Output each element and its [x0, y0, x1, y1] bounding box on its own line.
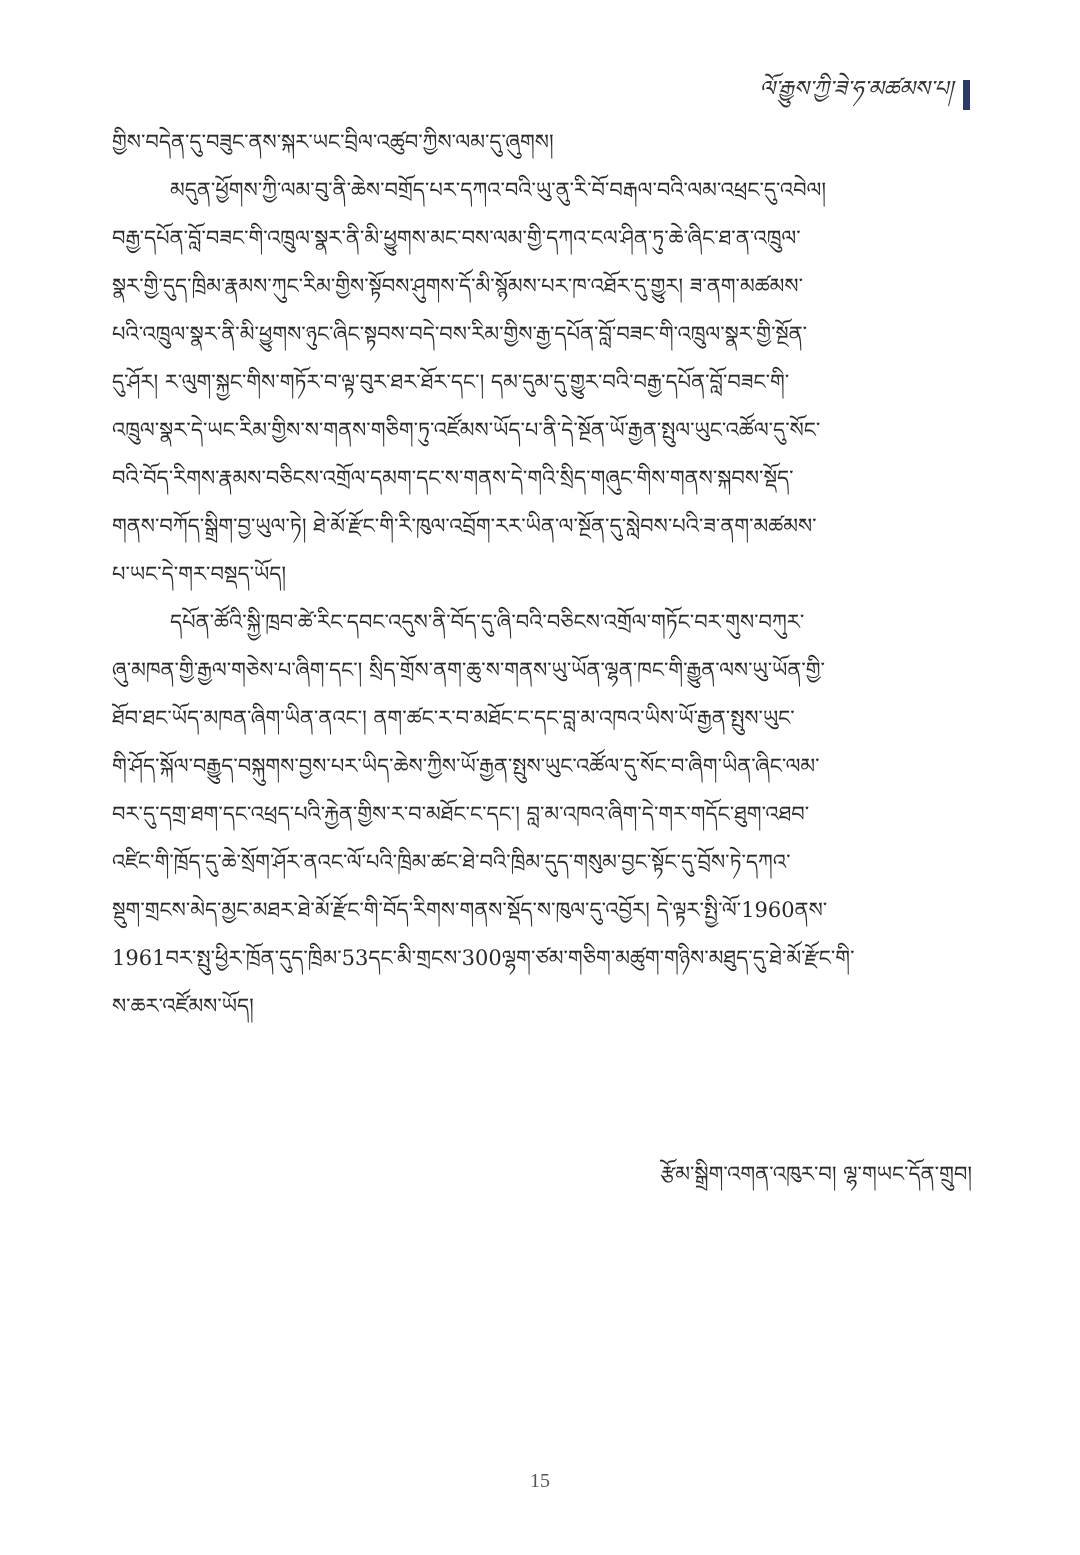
- paragraph-1-line-3: སྣར་གྱི་དུད་ཁྲིམ་རྣམས་ཀུང་རིམ་གྱིས་སྟོབས་ཤུགས་དོ་མི་སྙོམས་པར་ཁ་འཐོར་དུ་གྱུར། ཟ་ནག་མཚམས་: [112, 274, 803, 298]
- paragraph-2-line-2: ཞུ་མཁན་གྱི་རྒྱལ་གཅེས་པ་ཞིག་དང་། སྲིད་གྲོས་ནག་ཆུ་ས་གནས་ཡུ་ཡོན་ལྷན་ཁང་གི་རྒྱུན་ལས་ཡུ་ཡོན་གྱི་: [112, 658, 825, 682]
- paragraph-2-line-3: ཐོབ་ཐང་ཡོད་མཁན་ཞིག་ཡིན་ནའང་། ནག་ཚང་ར་བ་མཐོང་ང་དང་བླ་མ་འཁའ་ཡིས་ཡོ་རྒྱན་སྤུས་ཡུང་: [112, 706, 795, 730]
- running-header: [759, 76, 970, 114]
- paragraph-2-line-8: 1961བར་སྤུ་ཕྱིར་ཁྲོན་དུད་ཁྲིམ་53དང་མི་གྲངས་300ལྷག་ཙམ་གཅིག་མཚུག་གཉིས་མཐུད་དུ་ཐེ་མོ་རྫོང་གི་: [112, 946, 855, 970]
- paragraph-2-line-5: བར་དུ་དགྲ་ཐག་དང་འཕྲད་པའི་རྐྱེན་གྱིས་ར་བ་མཐོང་ང་དང་། བླ་མ་འཁའ་ཞིག་དེ་གར་གདོང་ཐུག་འཐབ་: [112, 802, 810, 826]
- page-number: 15: [530, 1470, 550, 1492]
- paragraph-1-line-9: པ་ཡང་དེ་གར་བསྡད་ཡོད།: [112, 562, 287, 586]
- paragraph-1-line-4: པའི་འཁྲུལ་སྣར་ནི་མི་ཕྱུགས་ཉུང་ཞིང་སྟབས་བདེ་བས་རིམ་གྱིས་རྒྱ་དཔོན་བློ་བཟང་གི་འཁྲུལ་སྣར་གྱི་སྔོན་: [112, 322, 808, 346]
- paragraph-1-line-6: འཁྲུལ་སྣར་དེ་ཡང་རིམ་གྱིས་ས་གནས་གཅིག་ཏུ་འཛོམས་ཡོད་པ་ནི་དེ་སྔོན་ཡོ་རྒྱན་སྤུལ་ཡུང་འཚོལ་དུ་སོང་: [112, 418, 821, 442]
- text-line-1: གྱིས་བདེན་དུ་བཟུང་ནས་སྐར་ཡང་བྲིལ་འཚུབ་ཀྱིས་ལམ་དུ་ཞུགས།: [112, 130, 554, 154]
- editor-signature: རྩོམ་སྒྲིག་འགན་འཁུར་བ། ལྷ་གཡང་དོན་གྲུབ།: [660, 1162, 972, 1186]
- paragraph-2-line-4: གི་ཤོད་སྐོལ་བརྒྱུད་བསྐུགས་བྱས་པར་ཡིད་ཆེས་ཀྱིས་ཡོ་རྒྱན་སྤུས་ཡུང་འཚོལ་དུ་སོང་བ་ཞིག་ཡིན་ཞིང་ལམ་: [112, 754, 820, 778]
- paragraph-2-line-1: དཔོན་ཚོའི་སྐྱི་ཁྲབ་ཚེ་རིང་དབང་འདུས་ནི་བོད་དུ་ཞི་བའི་བཅིངས་འགྲོལ་གཏོང་བར་གུས་བཀུར་: [170, 610, 805, 634]
- paragraph-1-line-8: གནས་བཀོད་སྒྲིག་བྱ་ཡུལ་ཏེ། ཐེ་མོ་རྫོང་གི་རི་ཁུལ་འབྲོག་རར་ཡིན་ལ་སྔོན་དུ་སླེབས་པའི་ཟ་ནག་མཚམས་: [112, 514, 817, 538]
- paragraph-2-line-9: ས་ཆར་འཛོམས་ཡོད།: [112, 994, 254, 1018]
- paragraph-1-line-7: བའི་བོད་རིགས་རྣམས་བཅིངས་འགྲོལ་དམག་དང་ས་གནས་དེ་གའི་སྲིད་གཞུང་གིས་གནས་སྐབས་སྡོད་: [112, 466, 794, 490]
- paragraph-2-line-7: སྡུག་གྲངས་མེད་མྱང་མཐར་ཐེ་མོ་རྫོང་གི་བོད་རིགས་གནས་སྡོད་ས་ཁུལ་དུ་འབྱོར། དེ་ལྟར་སྤྱི་ལོ་1960ནས་: [112, 898, 828, 922]
- paragraph-2-line-6: འཛིང་གི་ཁྲོད་དུ་ཆེ་སྲོག་ཤོར་ནའང་ལོ་པའི་ཁྲིམ་ཚང་ཐེ་བའི་ཁྲིམ་དུད་གསུམ་བྱང་སྟོང་དུ་བྲོས་ཏེ་དཀའ་: [112, 850, 791, 874]
- paragraph-1-line-1: མདུན་ཕྱོགས་ཀྱི་ལམ་བུ་ནི་ཆེས་བགྲོད་པར་དཀའ་བའི་ཡུ་ནུ་རི་བོ་བརྒལ་བའི་ལམ་འཕྲང་དུ་འབེལ།: [170, 178, 827, 202]
- header-accent-bar: [963, 80, 970, 110]
- running-header-title: ལོ་རྒྱུས་ཀྱི་ཟེ་ཧ་མཚམས་པ།: [759, 77, 953, 102]
- paragraph-1-line-2: བརྒྱ་དཔོན་བློ་བཟང་གི་འཁྲུལ་སྣར་ནི་མི་ཕྱུགས་མང་བས་ལམ་གྱི་དཀའ་ངལ་ཤིན་ཏུ་ཆེ་ཞིང་ཐ་ན་འཁྲུལ་: [112, 226, 801, 250]
- paragraph-1-line-5: དུ་ཤོར། ར་ལུག་སྐྱང་གིས་གཏོར་བ་ལྟ་བུར་ཐར་ཐོར་དང་། དམ་དུམ་དུ་གྱུར་བའི་བརྒྱ་དཔོན་བློ་བཟང་གི་: [112, 370, 790, 394]
- page-body: [112, 118, 974, 1030]
